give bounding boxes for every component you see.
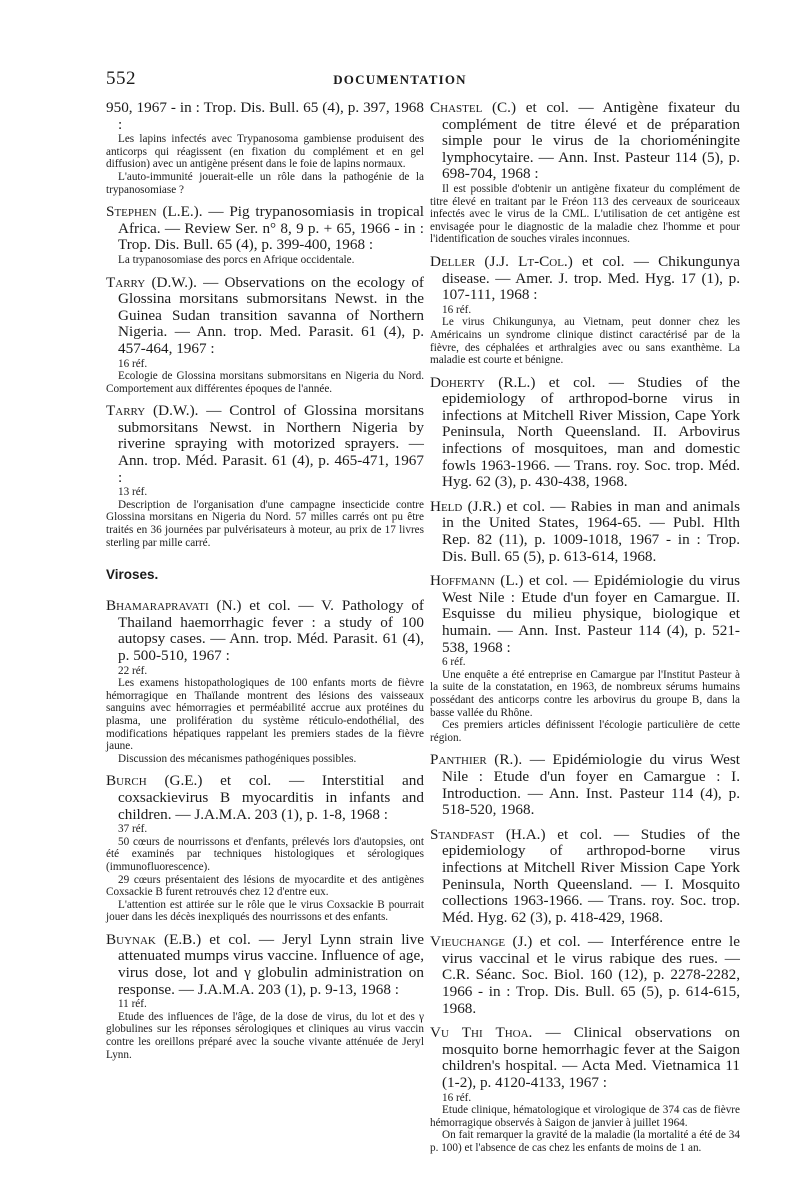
bibliography-entry xyxy=(430,573,740,744)
citation-text: — Observations on the ecology of Glossina morsitans submorsitans Newst. in the Guinea Sudan transition savanna of Northern Nigeria. — Ann. trop. Med. Parasit. 61 (4), p. 457-464, 1967 : xyxy=(118,273,424,357)
citation xyxy=(430,752,740,818)
right-entries xyxy=(430,100,740,1155)
bibliography-entry xyxy=(430,934,740,1017)
citation xyxy=(106,773,424,823)
bibliography-entry xyxy=(430,100,740,246)
running-title: DOCUMENTATION xyxy=(333,72,467,87)
abstract-paragraph: Discussion des mécanismes pathogéniques possibles. xyxy=(118,752,357,765)
bibliography-entry xyxy=(106,100,424,196)
citation xyxy=(106,204,424,254)
citation xyxy=(106,100,424,133)
author-name: Deller (J.J. Lt-Col.) xyxy=(430,252,573,270)
abstract-paragraph: Ces premiers articles définissent l'écologie particulière de cette région. xyxy=(430,719,740,744)
reference-count: 6 réf. xyxy=(442,656,466,669)
abstract-paragraph: Ecologie de Glossina morsitans submorsitans en Nigeria du Nord. Comportement aux différentes époques de l'année. xyxy=(106,370,424,395)
citation xyxy=(430,375,740,491)
citation-text: et col. — Studies of the epidemiology of arthropod-borne virus infections at Mitchell River Mission Cape York Peninsula, North Queensland. — I. Mosquito collections 1963-1966. — Trans. roy. Soc. trop. Méd. Hyg. 62 (3), p. 418-429, 1968. xyxy=(442,825,741,926)
reference-count: 11 réf. xyxy=(118,998,147,1011)
citation-text: et col. — Jeryl Lynn strain live attenuated mumps virus vaccine. Influence of age, virus dose, lot and γ globulin administration on response. — J.A.M.A. 203 (1), p. 9-13, 1968 : xyxy=(118,930,424,998)
page-number: 552 xyxy=(106,68,136,89)
citation-text: et col. — V. Pathology of Thailand haemorrhagic fever : a study of 100 autopsy cases. — Ann. trop. Méd. Parasit. 61 (4), p. 500-510, 1967 : xyxy=(118,597,424,664)
author-name: Chastel (C.) xyxy=(430,99,517,116)
citation xyxy=(106,275,424,358)
citation xyxy=(430,1025,740,1091)
citation xyxy=(106,932,424,998)
author-name: Tarry (D.W.). xyxy=(106,273,197,291)
left-entries-viroses xyxy=(106,598,424,1061)
section-title: Viroses. xyxy=(106,567,159,583)
bibliography-entry xyxy=(106,275,424,396)
abstract-paragraph: Etude des influences de l'âge, de la dose de virus, du lot et des γ globulines sur les réponses sérologiques et cliniques au virus vaccin contre les oreillons préparé avec la souche vivante atténuée de Jeryl Lynn. xyxy=(106,1010,424,1061)
author-name: Panthier (R.). xyxy=(430,751,523,769)
abstract-paragraph: La trypanosomiase des porcs en Afrique occidentale. xyxy=(118,253,355,266)
author-name: Buynak (E.B.) xyxy=(106,930,202,948)
citation xyxy=(430,827,740,927)
citation xyxy=(430,573,740,656)
bibliography-entry xyxy=(430,254,740,367)
bibliography-entry xyxy=(430,1025,740,1154)
citation xyxy=(430,934,740,1017)
citation-text: et col. — Epidémiologie du virus West Nile : Etude d'un foyer en Camargue. II. Esquisse du milieu physique, biologique et humain. — Ann. Inst. Pasteur 114 (4), p. 521-538, 1968 : xyxy=(442,572,741,656)
abstract-paragraph: Le virus Chikungunya, au Vietnam, peut donner chez les Américains un syndrome clinique distinct caractérisé par de la fièvre, des céphalées et arthralgies avec ou sans exanthème. La maladie est courte et bénigne. xyxy=(430,316,740,367)
author-name: Held (J.R.) xyxy=(430,497,502,515)
author-name: Vieuchange (J.) xyxy=(430,933,533,951)
bibliography-entry xyxy=(106,204,424,266)
page-header xyxy=(0,68,800,94)
citation xyxy=(430,100,740,183)
citation-text: — Control of Glossina morsitans submorsitans Newst. in Northern Nigeria by riverine spraying with motorized sprayers. — Ann. trop. Méd. Parasit. 61 (4), p. 465-471, 1967 : xyxy=(118,402,424,486)
author-name: Stephen (L.E.). xyxy=(106,203,203,221)
citation-text: 950, 1967 - in : Trop. Dis. Bull. 65 (4), p. 397, 1968 : xyxy=(106,99,424,133)
abstract-paragraph: Etude clinique, hématologique et virologique de 374 cas de fièvre hémorragique observés à Saigon de janvier à juillet 1964. xyxy=(430,1104,740,1129)
citation-text: — Epidémiologie du virus West Nile : Etude d'un foyer en Camargue : I. Introduction. — Ann. Inst. Pasteur 114 (4), p. 518-520, 1968. xyxy=(442,751,740,819)
author-name: Standfast (H.A.) xyxy=(430,825,546,843)
author-name: Bhamarapravati (N.) xyxy=(106,597,242,615)
bibliography-entry xyxy=(430,752,740,818)
author-name: Hoffmann (L.) xyxy=(430,572,524,590)
bibliography-entry xyxy=(106,932,424,1061)
bibliography-entry xyxy=(430,827,740,927)
abstract-paragraph: L'auto-immunité jouerait-elle un rôle dans la pathogénie de la trypanosomiase ? xyxy=(106,170,424,196)
citation-text: et col. — Interférence entre le virus vaccinal et le virus rabique des rues. — C.R. Séanc. Soc. Biol. 160 (12), p. 2278-2282, 1966 - in : Trop. Dis. Bull. 65 (5), p. 614-615, 1968. xyxy=(442,933,741,1017)
reference-count: 13 réf. xyxy=(118,486,148,499)
citation-text: et col. — Rabies in man and animals in the United States, 1964-65. — Publ. Hlth Rep. 82 (11), p. 1009-1018, 1967 - in : Trop. Dis. Bull. 65 (5), p. 613-614, 1968. xyxy=(442,497,740,565)
reference-count: 16 réf. xyxy=(442,1091,472,1104)
bibliography-entry xyxy=(106,773,424,924)
citation xyxy=(106,598,424,664)
left-entries xyxy=(106,100,424,549)
author-name: Burch (G.E.) xyxy=(106,772,203,790)
right-column xyxy=(430,100,740,1163)
bibliography-entry xyxy=(430,375,740,491)
citation-text: et col. — Studies of the epidemiology of arthropod-borne virus in infections at Mitchell River Mission, Cape York Peninsula, North Queensland. II. Arbovirus infections of mosquitoes, man and domestic fowls 1963-1966. — Trans. roy. Soc. trop. Méd. Hyg. 62 (3), p. 430-438, 1968. xyxy=(442,373,741,491)
bibliography-entry xyxy=(106,598,424,765)
abstract-paragraph: 50 cœurs de nourrissons et d'enfants, prélevés lors d'autopsies, ont été examinés par techniques histologiques et sérologiques (immunofluorescence). xyxy=(106,835,424,873)
reference-count: 37 réf. xyxy=(118,823,148,836)
abstract-paragraph: On fait remarquer la gravité de la maladie (la mortalité a été de 34 p. 100) et l'absence de cas chez les enfants de moins de 1 an. xyxy=(430,1129,740,1154)
citation-text: et col. — Antigène fixateur du complément de titre élevé et de préparation simple pour le virus de la chorioméningite lymphocytaire. — Ann. Inst. Pasteur 114 (5), p. 698-704, 1968 : xyxy=(442,99,740,183)
left-column xyxy=(106,100,424,1069)
citation-text: et col. — Chikungunya disease. — Amer. J. trop. Med. Hyg. 17 (1), p. 107-111, 1968 : xyxy=(442,252,741,304)
bibliography-entry xyxy=(430,499,740,565)
author-name: Vu Thi Thoa. xyxy=(430,1024,533,1042)
author-name: Tarry (D.W.). xyxy=(106,402,199,420)
reference-count: 16 réf. xyxy=(118,357,148,370)
abstract-paragraph: Les examens histopathologiques de 100 enfants morts de fièvre hémorragique en Thaïlande montrent des lésions des vaisseaux sanguins avec hémorragies et perméabilité accrue aux protéines du plasma, une prolifération du système réticulo-endothélial, des modifications hépatiques rappelant les premiers stades de la fièvre jaune. xyxy=(106,677,424,753)
citation xyxy=(106,403,424,486)
abstract-paragraph: L'attention est attirée sur le rôle que le virus Coxsackie B pourrait jouer dans les décès inexpliqués des nourrissons et des enfants. xyxy=(106,898,424,924)
citation xyxy=(430,499,740,565)
citation-text: et col. — Interstitial and coxsackievirus B myocarditis in infants and children. — J.A.M.A. 203 (1), p. 1-8, 1968 : xyxy=(118,772,424,823)
abstract-paragraph: Il est possible d'obtenir un antigène fixateur du complément de titre élevé en traitant par le Fréon 113 des cerveaux de souriceaux infectés avec le virus de la CML. L'utilisation de cet antigène est envisagée pour le diagnostic de la maladie chez l'homme et pour l'identification de souches virales inconnues. xyxy=(430,182,740,246)
reference-count: 16 réf. xyxy=(442,303,472,316)
citation-text: — Clinical observations on mosquito borne hemorrhagic fever at the Saigon children's hospital. — Acta Med. Vietnamica 11 (1-2), p. 4120-4133, 1967 : xyxy=(442,1024,740,1092)
reference-count: 22 réf. xyxy=(118,664,148,677)
abstract-paragraph: Une enquête a été entreprise en Camargue par l'Institut Pasteur à la suite de la constatation, en 1963, de nombreux sérums humains possédant des anticorps contre les arbovirus du groupe B, dans la basse vallée du Rhône. xyxy=(430,668,740,719)
citation-text: — Pig trypanosomiasis in tropical Africa. — Review Ser. n° 8, 9 p. + 65, 1966 - in : Trop. Dis. Bull. 65 (4), p. 399-400, 1968 : xyxy=(118,203,424,254)
abstract-paragraph: 29 cœurs présentaient des lésions de myocardite et des antigènes Coxsackie B furent retrouvés chez 12 d'entre eux. xyxy=(106,873,424,899)
bibliography-entry xyxy=(106,403,424,549)
abstract-paragraph: Les lapins infectés avec Trypanosoma gambiense produisent des anticorps qui réagissent (en fixation du complément et en gel diffusion) avec un antigène présent dans le foie de lapins normaux. xyxy=(106,133,424,171)
citation xyxy=(430,254,740,304)
abstract-paragraph: Description de l'organisation d'une campagne insecticide contre Glossina morsitans en Nigeria du Nord. 57 milles carrés ont pu être traités en 36 journées par pulvérisateurs à moteur, au prix de 17 livres sterling par mille carré. xyxy=(106,498,424,549)
author-name: Doherty (R.L.) xyxy=(430,373,536,391)
